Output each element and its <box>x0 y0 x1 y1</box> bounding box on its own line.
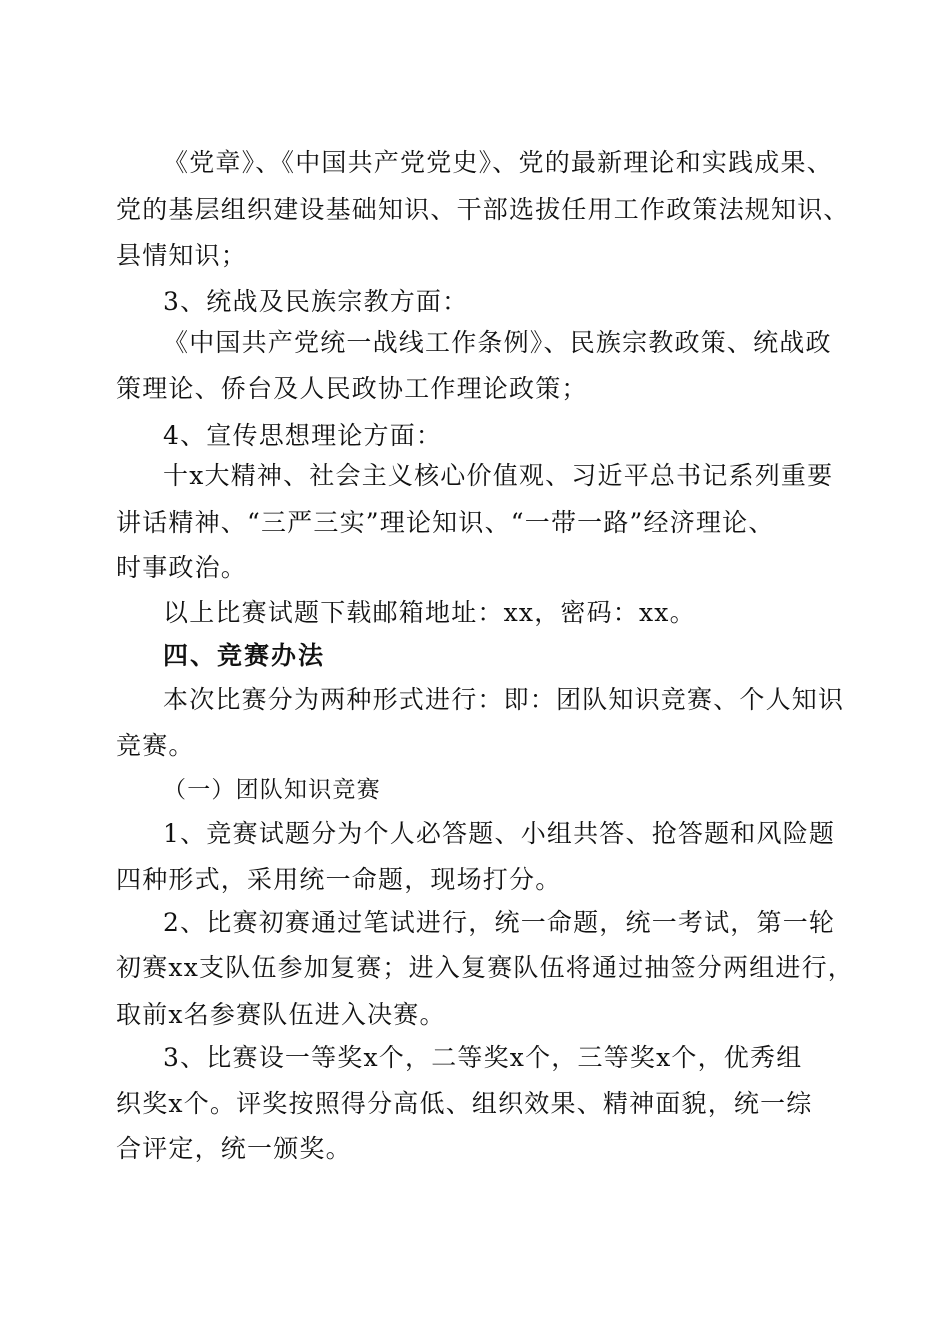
paragraph-line: 《中国共产党统一战线工作条例》、民族宗教政策、统战政 <box>163 328 832 357</box>
paragraph-line: 时事政治。 <box>116 553 248 582</box>
paragraph-line: 织奖x个。评奖按照得分高低、组织效果、精神面貌，统一综 <box>116 1089 813 1118</box>
paragraph-line: 3、统战及民族宗教方面： <box>163 287 469 316</box>
paragraph-line: 竞赛。 <box>116 731 195 760</box>
paragraph-line: 《党章》、《中国共产党党史》、党的最新理论和实践成果、 <box>163 148 833 177</box>
paragraph-line: 取前x名参赛队伍进入决赛。 <box>116 1000 446 1029</box>
paragraph-line: 初赛xx支队伍参加复赛；进入复赛队伍将通过抽签分两组进行， <box>116 953 855 982</box>
paragraph-line: 以上比赛试题下载邮箱地址：xx，密码：xx。 <box>163 598 696 627</box>
paragraph-line: 1、竞赛试题分为个人必答题、小组共答、抢答题和风险题 <box>163 819 836 848</box>
paragraph-line: 县情知识； <box>116 241 248 270</box>
paragraph-line: 策理论、侨台及人民政协工作理论政策； <box>116 374 588 403</box>
paragraph-line: 四种形式，采用统一命题，现场打分。 <box>116 865 562 894</box>
paragraph-line: 党的基层组织建设基础知识、干部选拔任用工作政策法规知识、 <box>116 195 850 224</box>
section-heading: 四、竞赛办法 <box>163 641 326 670</box>
paragraph-line: 合评定，统一颁奖。 <box>116 1134 352 1163</box>
paragraph-line: 4、宣传思想理论方面： <box>163 421 443 450</box>
paragraph-line: 本次比赛分为两种形式进行：即：团队知识竞赛、个人知识 <box>163 685 845 714</box>
paragraph-line: 讲话精神、“三严三实”理论知识、“一带一路”经济理论、 <box>116 508 775 537</box>
paragraph-line: 2、比赛初赛通过笔试进行，统一命题，统一考试，第一轮 <box>163 908 836 937</box>
paragraph-line: 3、比赛设一等奖x个，二等奖x个，三等奖x个，优秀组 <box>163 1043 803 1072</box>
subsection-heading: （一）团队知识竞赛 <box>163 777 381 803</box>
paragraph-line: 十x大精神、社会主义核心价值观、习近平总书记系列重要 <box>163 461 834 490</box>
